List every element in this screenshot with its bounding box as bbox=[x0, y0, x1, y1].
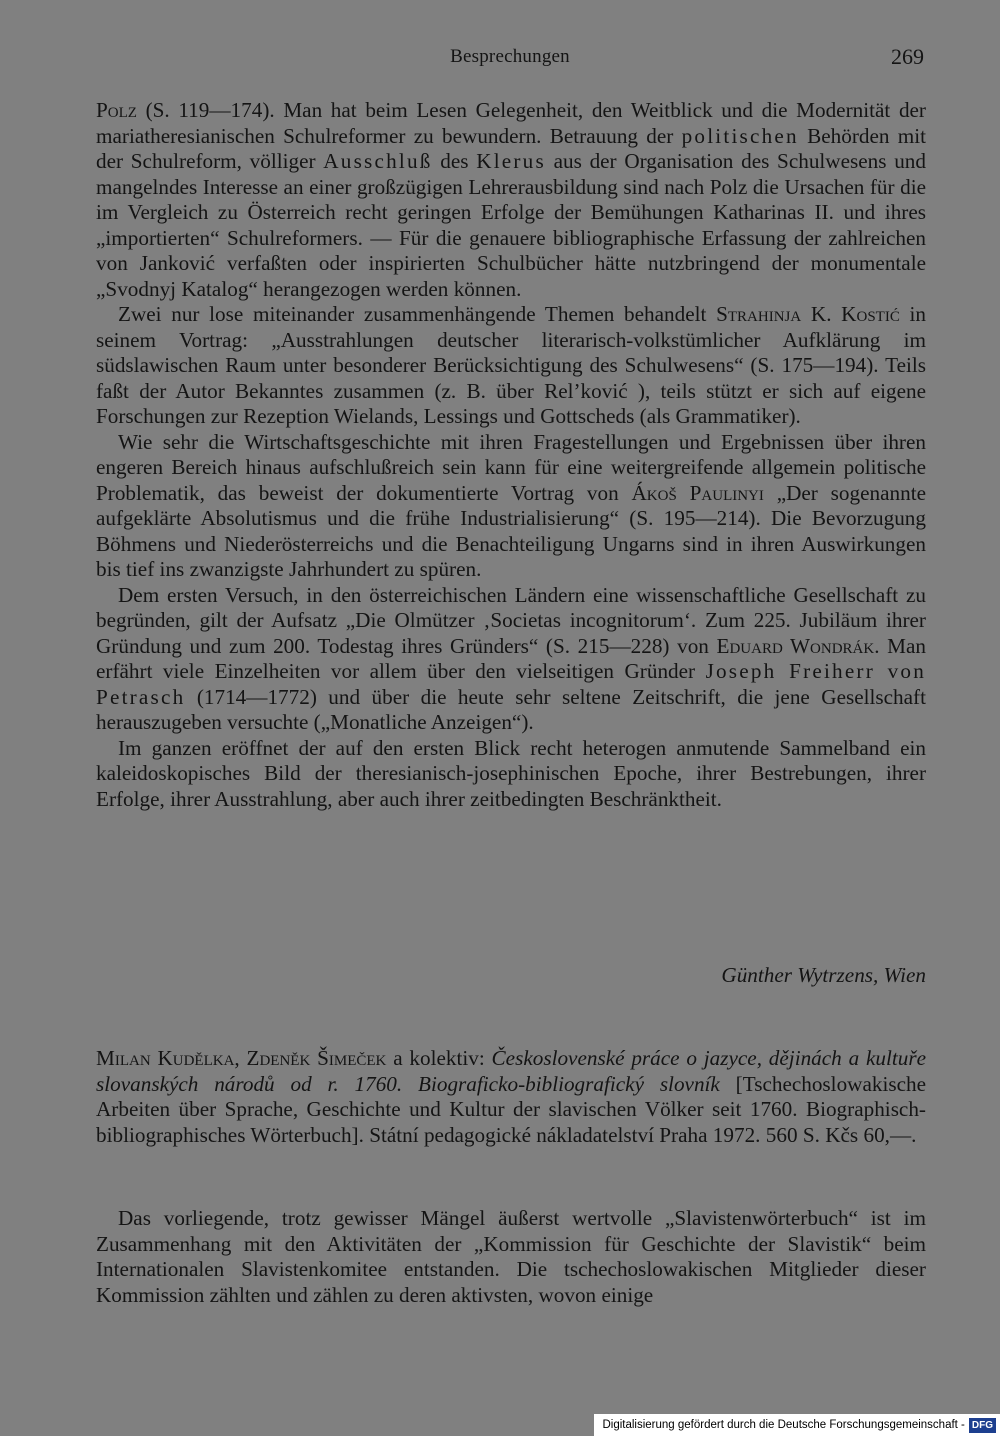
paragraph-text: Wie sehr die Wirtschaftsgeschichte mit ihren Fragestellungen und Ergebnissen über ihren engeren Bereich hinaus aufschlußreich sein kann für eine weitergreifende allgemein politische Problematik, das beweist der dokumentierte Vortrag von bbox=[96, 429, 926, 505]
page-number: 269 bbox=[891, 44, 924, 69]
spaced-text: Ausschluß bbox=[323, 149, 433, 173]
review-paragraph: Das vorliegende, trotz gewisser Mängel äußerst wertvolle „Slavistenwörterbuch“ ist im Zusammenhang mit den Aktivitäten der „Kommission für Geschichte der Slavistik“ beim Internationalen Slavistenkomitee entstanden. Die tschechoslowakischen Mitglieder dieser Kommission zählten und zählen zu deren aktivsten, wovon einige bbox=[96, 1206, 926, 1307]
book-title: Československé práce o jazyce, dějinách a kultuře slovanských národů od r. 1760. Biograficko-bibliografický slovník bbox=[96, 1046, 926, 1096]
paragraph-text: Dem ersten Versuch, in den österreichischen Ländern eine wissenschaftliche Gesellschaft zu begründen, gilt der Aufsatz „Die Olmützer ‚Societas incognitorum‘. Zum 225. Jubiläum ihrer Gründung und zum 200. Todestag ihres Gründers“ (S. 215—228) von bbox=[96, 582, 926, 658]
paragraph-3 bbox=[96, 430, 926, 583]
digitization-footer bbox=[594, 1414, 1000, 1436]
paragraph-text: des bbox=[432, 149, 477, 173]
reviewer-signature: Günther Wytrzens, Wien bbox=[721, 963, 926, 987]
dfg-logo: DFG bbox=[969, 1418, 996, 1433]
author-name: Polz bbox=[96, 98, 137, 122]
author-name: Ákoš Paulinyi bbox=[631, 480, 764, 505]
spaced-text: politischen bbox=[681, 123, 799, 148]
running-title: Besprechungen bbox=[450, 46, 570, 67]
paragraph-2 bbox=[96, 302, 926, 430]
citation-paragraph bbox=[96, 1046, 926, 1148]
spaced-text: Klerus bbox=[476, 149, 546, 173]
author-name: Strahinja K. Kostić bbox=[716, 302, 900, 326]
paragraph-text: (S. 119—174). Man hat beim Lesen Gelegenheit, den Weitblick und die Modernität der mariatheresianischen Schulreformer zu bewundern. Betrauung der bbox=[96, 98, 926, 148]
paragraph-text: in seinem Vortrag: „Ausstrahlungen deutscher literarisch-volkstümlicher Aufklärung im südslawischen Raum unter besonderer Berücksichtigung des Schulwesens“ (S. 175—194). Teils faßt der Autor Bekanntes zusammen (z. B. über Rel’ković ), teils stützt er sich auf eigene Forschungen zur Rezeption Wielands, Lessings und Gottscheds (als Grammatiker). bbox=[96, 302, 926, 428]
paragraph-text: Behörden mit der Schulreform, völliger bbox=[96, 123, 926, 173]
paragraph-text: Zwei nur lose miteinander zusammenhängende Themen behandelt bbox=[118, 302, 717, 326]
paragraph-text: „Der sogenannte aufgeklärte Absolutismus und die frühe Industrialisierung“ (S. 195—214). Die Bevorzugung Böhmens und Niederösterreichs und die Benachteiligung Ungarns sind in ihren Auswirkungen bis tief ins zwanzigste Jahrhundert zu spüren. bbox=[96, 480, 926, 581]
paragraph-text: aus der Organisation des Schulwesens und mangelndes Interesse an einer großzügigen Lehrerausbildung sind nach Polz die Ursachen für die im Vergleich zu Österreich recht geringen Erfolge der Bemühungen Katharinas II. und ihres „importierten“ Schulreformers. — Für die genauere bibliographische Erfassung der zahlreichen von Janković verfaßten oder inspirierten Schulbücher hätte nutzbringend der monumentale „Svodnyj Katalog“ herangezogen werden können. bbox=[96, 149, 926, 301]
citation-details: [Tschechoslowakische Arbeiten über Sprache, Geschichte und Kultur der slavischen Völker seit 1760. Biographisch-bibliographisches Wörterbuch]. Státní pedagogické nákladatelství Praha 1972. 560 S. Kčs 60,—. bbox=[96, 1071, 926, 1147]
paragraph-4 bbox=[96, 583, 926, 736]
paragraph-5 bbox=[96, 736, 926, 813]
running-head bbox=[0, 44, 1000, 72]
paragraph-text: . Man erfährt viele Einzelheiten vor allem über den vielseitigen Gründer bbox=[96, 633, 926, 683]
article-body bbox=[96, 98, 926, 812]
spaced-text: Joseph Freiherr von Petrasch bbox=[96, 659, 926, 709]
paragraph-1 bbox=[96, 98, 926, 302]
citation-text: a kolektiv: bbox=[386, 1046, 492, 1070]
paragraph-text: (1714—1772) und über die heute sehr seltene Zeitschrift, die jene Gesellschaft herauszugeben versuchte („Monatliche Anzeigen“). bbox=[96, 684, 926, 734]
paragraph-text: Im ganzen eröffnet der auf den ersten Blick recht heterogen anmutende Sammelband ein kaleidoskopisches Bild der theresianisch-josephinischen Epoche, ihrer Bestrebungen, ihrer Erfolge, ihrer Ausstrahlung, aber auch ihrer zeitbedingten Beschränktheit. bbox=[96, 735, 926, 811]
review-authors: Milan Kudělka, Zdeněk Šimeček bbox=[96, 1046, 387, 1070]
footer-text: Digitalisierung gefördert durch die Deutsche Forschungsgemeinschaft - bbox=[602, 1419, 965, 1431]
review-citation bbox=[96, 1046, 926, 1148]
author-name: Eduard Wondrák bbox=[716, 633, 875, 658]
review-body bbox=[96, 1206, 926, 1308]
